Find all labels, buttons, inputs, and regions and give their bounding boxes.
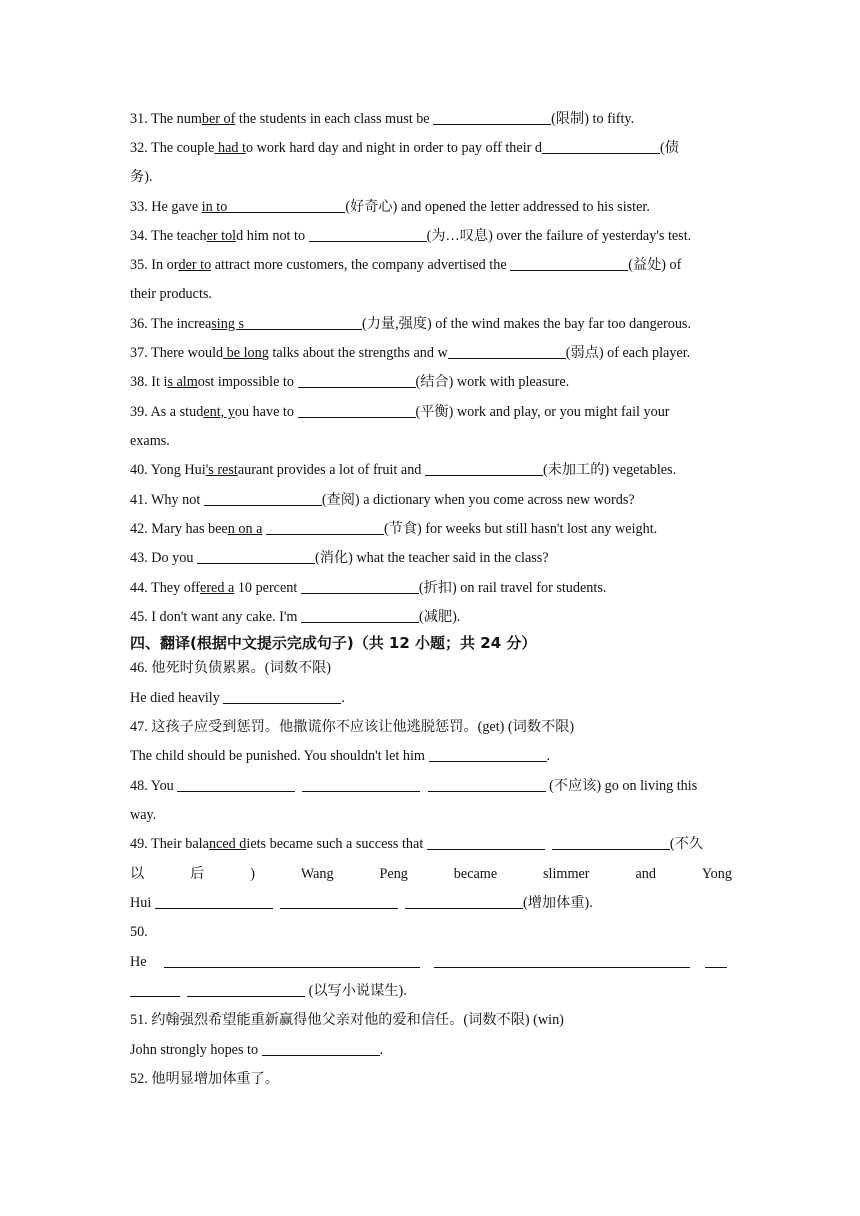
answer-blank[interactable]	[177, 777, 295, 792]
answer-blank[interactable]	[552, 835, 670, 850]
question-41: 41. Why not (查阅) a dictionary when you come across new words?	[130, 492, 635, 508]
answer-blank[interactable]	[542, 139, 660, 154]
question-36: 36. The increasing s (力量,强度) of the wind makes the bay far too dangerous.	[130, 316, 691, 332]
answer-blank[interactable]	[705, 953, 727, 968]
answer-blank[interactable]	[301, 608, 419, 623]
question-46: 46. 他死时负债累累。(词数不限)	[130, 660, 331, 676]
answer-blank[interactable]	[227, 198, 345, 213]
answer-blank[interactable]	[425, 461, 543, 476]
question-43: 43. Do you (消化) what the teacher said in the class?	[130, 550, 549, 566]
section-heading: 四、翻译(根据中文提示完成句子)（共 12 小题；共 24 分）	[130, 634, 537, 652]
answer-blank[interactable]	[427, 835, 545, 850]
answer-blank[interactable]	[155, 894, 273, 909]
question-51: 51. 约翰强烈希望能重新赢得他父亲对他的爱和信任。(词数不限) (win)	[130, 1012, 564, 1028]
question-44: 44. They offered a 10 percent (折扣) on rail travel for students.	[130, 580, 607, 596]
answer-blank[interactable]	[309, 227, 427, 242]
answer-blank[interactable]	[262, 1041, 380, 1056]
answer-blank[interactable]	[266, 520, 384, 535]
question-35-cont: their products.	[130, 286, 212, 302]
question-51-answer: John strongly hopes to .	[130, 1042, 384, 1058]
answer-blank[interactable]	[187, 982, 305, 997]
question-50-cont: (以写小说谋生).	[130, 980, 732, 1002]
answer-blank[interactable]	[164, 953, 420, 968]
question-40: 40. Yong Hui's restaurant provides a lot of fruit and (未加工的) vegetables.	[130, 462, 677, 478]
question-52: 52. 他明显增加体重了。	[130, 1071, 279, 1087]
question-46-answer: He died heavily .	[130, 690, 345, 706]
question-49: 49. Their balanced diets became such a success that (不久	[130, 836, 704, 852]
question-50: 50.	[130, 924, 148, 940]
question-50-answer: He	[130, 951, 732, 973]
answer-blank[interactable]	[244, 315, 362, 330]
answer-blank[interactable]	[405, 894, 523, 909]
answer-blank[interactable]	[280, 894, 398, 909]
answer-blank[interactable]	[130, 982, 180, 997]
question-32: 32. The couple had to work hard day and night in order to pay off their d (债	[130, 140, 679, 156]
question-48: 48. You (不应该) go on living this	[130, 778, 698, 794]
question-39-cont: exams.	[130, 433, 170, 449]
answer-blank[interactable]	[428, 777, 546, 792]
answer-blank[interactable]	[298, 373, 416, 388]
question-35: 35. In order to attract more customers, the company advertised the (益处) of	[130, 257, 682, 273]
question-42: 42. Mary has been on a (节食) for weeks but still hasn't lost any weight.	[130, 521, 658, 537]
question-37: 37. There would be long talks about the strengths and w (弱点) of each player.	[130, 345, 691, 361]
answer-blank[interactable]	[301, 579, 419, 594]
answer-blank[interactable]	[429, 747, 547, 762]
answer-blank[interactable]	[302, 777, 420, 792]
answer-blank[interactable]	[434, 953, 690, 968]
answer-blank[interactable]	[448, 344, 566, 359]
answer-blank[interactable]	[223, 689, 341, 704]
answer-blank[interactable]	[197, 549, 315, 564]
question-49-row2: 以 后 ) Wang Peng became slimmer and Yong	[130, 866, 732, 882]
answer-blank[interactable]	[204, 491, 322, 506]
question-49-row3: Hui (增加体重).	[130, 895, 593, 911]
question-34: 34. The teacher told him not to (为…叹息) over the failure of yesterday's test.	[130, 228, 692, 244]
answer-blank[interactable]	[298, 403, 416, 418]
answer-blank[interactable]	[433, 110, 551, 125]
question-31: 31. The number of the students in each class must be (限制) to fifty.	[130, 111, 635, 127]
question-45: 45. I don't want any cake. I'm (减肥).	[130, 609, 461, 625]
question-32-cont: 务).	[130, 169, 153, 185]
question-39: 39. As a student, you have to (平衡) work and play, or you might fail your	[130, 404, 670, 420]
question-48-cont: way.	[130, 807, 157, 823]
question-33: 33. He gave in to (好奇心) and opened the letter addressed to his sister.	[130, 199, 650, 215]
question-38: 38. It is almost impossible to (结合) work with pleasure.	[130, 374, 570, 390]
answer-blank[interactable]	[510, 256, 628, 271]
question-47: 47. 这孩子应受到惩罚。他撒谎你不应该让他逃脱惩罚。(get) (词数不限)	[130, 719, 575, 735]
question-47-answer: The child should be punished. You shouldn't let him .	[130, 748, 551, 764]
